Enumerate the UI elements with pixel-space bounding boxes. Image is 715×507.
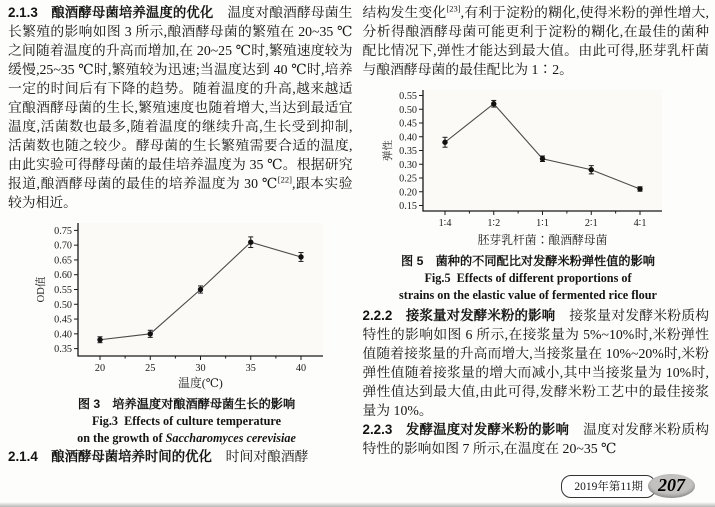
y-tick-label: 0.50 [54, 299, 72, 311]
page-number: 207 [648, 474, 695, 498]
figure-5 [381, 82, 676, 304]
figure-3-caption-en-line2-prefix: on the growth of [77, 431, 166, 445]
section-2-2-3-body: 温度对发酵米粉质构特性的影响如图 7 所示,在温度在 20~35 ℃ [362, 422, 709, 456]
section-2-2-2-body: 接浆量对发酵米粉质构特性的影响如图 6 所示,在接浆量为 5%~10%时,米粉弹性值随着接浆量的升高而增大,当接浆量在 10%~20%时,米粉弹性值随着接浆量的增大而减小,其中当接浆量为 10%时,弹性值达到最大值,由此可得,发酵米粉工艺中的最佳接浆量为 10%。 [362, 308, 709, 418]
section-2-1-3-body: 温度对酿酒酵母菌生长繁殖的影响如图 3 所示,酿酒酵母菌的繁殖在 20~35 ℃之间随着温度的升高而增加,在 20~25 ℃时,繁殖速度较为缓慢,25~35 ℃时,繁殖较为迅速;当温度达到 40 ℃时,培养一定的时间后有下降的趋势。随着温度的升高,越来越适宜酿酒酵母菌的生长,繁殖速度也随着增大,当达到最适宜温度,活菌数也最多,随着温度的继续升高,生长受到抑制,活菌数也随之较少。酵母菌的生长繁殖需要合适的温度,由此实验可得酵母菌的最佳培养温度为 35 ℃。根据研究报道,酿酒酵母菌的最佳的培养温度为 30 ℃ [8, 5, 353, 191]
x-tick-label: 20 [94, 363, 106, 374]
y-tick-label: 0.75 [54, 225, 72, 237]
citation-ref-23: [23] [446, 3, 461, 14]
data-point-marker [148, 331, 153, 336]
x-tick-label: 30 [195, 363, 206, 374]
x-tick-label: 25 [145, 363, 156, 374]
x-tick-label: 1∶1 [535, 218, 549, 229]
paragraph-2-2-3 [363, 420, 710, 458]
x-tick-label: 40 [295, 363, 307, 374]
data-point-marker [248, 240, 253, 245]
figure-3-line-chart [34, 215, 339, 390]
species-name-italic: Saccharomyces cerevisiae [165, 431, 296, 445]
data-point-marker [539, 156, 544, 161]
y-tick-label: 0.35 [398, 146, 417, 157]
x-axis-label: 胚芽乳杆菌∶酿酒酵母菌 [477, 233, 607, 247]
x-tick-label: 35 [245, 363, 256, 374]
paragraph-2-1-4 [8, 447, 353, 466]
figure-3-caption [34, 396, 339, 447]
issue-badge: 2019年第11期 [561, 475, 656, 498]
section-heading-2-2-3: 2.2.3 发酵温度对发酵米粉的影响 [362, 422, 570, 437]
citation-ref-22: [22] [277, 174, 292, 185]
y-axis-label: 弹性 [382, 140, 394, 161]
data-point-marker [198, 287, 203, 292]
x-axis-label: 温度(℃) [178, 376, 223, 390]
y-tick-label: 0.30 [398, 159, 417, 171]
y-tick-label: 0.55 [398, 91, 417, 102]
scan-shadow-divider [0, 502, 715, 507]
data-point-marker [442, 140, 447, 145]
x-tick-label: 1∶2 [486, 218, 500, 229]
paragraph-2-1-3 [8, 3, 353, 212]
figure-5-caption [381, 253, 676, 304]
y-tick-label: 0.40 [54, 329, 72, 341]
y-tick-label: 0.60 [54, 270, 72, 282]
y-tick-label: 0.50 [398, 104, 417, 116]
figure-3-caption-en-line1: Fig.3 Effects of culture temperature [91, 414, 282, 428]
y-tick-label: 0.65 [54, 255, 72, 267]
figure-3-caption-en-line2 [34, 430, 339, 447]
figure-3 [34, 215, 339, 447]
figure-5-caption-cn: 图 5 菌种的不同配比对发酵米粉弹性值的影响 [401, 254, 655, 268]
y-tick-label: 0.45 [398, 118, 417, 130]
data-point-marker [491, 101, 496, 106]
y-tick-label: 0.25 [398, 173, 417, 185]
y-tick-label: 0.35 [54, 344, 72, 356]
paragraph-2-2-2 [363, 306, 710, 420]
y-tick-label: 0.70 [54, 240, 72, 252]
page-footer [561, 474, 695, 498]
data-point-marker [637, 186, 642, 191]
section-2-1-3-body-tail: ,跟本实验较为相近。 [8, 176, 353, 210]
x-tick-label: 4∶1 [633, 218, 646, 229]
data-point-marker [588, 167, 593, 172]
y-tick-label: 0.40 [398, 132, 417, 144]
y-tick-label: 0.15 [398, 201, 417, 212]
y-tick-label: 0.20 [398, 187, 417, 199]
x-tick-label: 2∶1 [584, 218, 598, 229]
paragraph-continuation [363, 3, 710, 79]
section-heading-2-1-3: 2.1.3 酿酒酵母菌培养温度的优化 [8, 5, 214, 20]
continuation-body-tail: ,有利于淀粉的糊化,使得米粉的弹性增大,分析得酿酒酵母菌可能更利于淀粉的糊化,在最佳的菌种配比情况下,弹性才能达到最大值。由此可得,胚芽乳杆菌与酿酒酵母菌的最佳配比为 1∶2。 [362, 5, 709, 77]
figure-5-caption-en-line2: strains on the elastic value of fermented rice flour [399, 288, 657, 302]
y-tick-label: 0.45 [54, 314, 72, 326]
left-column [8, 3, 353, 466]
plot-area [423, 90, 662, 211]
data-point-marker [298, 254, 303, 259]
y-axis-label: OD值 [36, 276, 47, 303]
figure-5-line-chart [381, 82, 676, 247]
x-tick-label: 1∶4 [438, 218, 451, 229]
y-tick-label: 0.55 [54, 285, 72, 296]
section-heading-2-2-2: 2.2.2 接浆量对发酵米粉的影响 [362, 308, 556, 323]
figure-3-caption-cn: 图 3 培养温度对酿酒酵母菌生长的影响 [77, 397, 296, 411]
section-heading-2-1-4: 2.1.4 酿酒酵母菌培养时间的优化 [8, 449, 212, 464]
right-column [363, 3, 710, 466]
section-2-1-4-body: 时间对酿酒酵 [211, 449, 309, 464]
continuation-body: 结构发生变化 [362, 5, 447, 20]
data-point-marker [97, 337, 102, 342]
figure-5-caption-en-line1: Fig.5 Effects of different proportions of [424, 271, 632, 285]
